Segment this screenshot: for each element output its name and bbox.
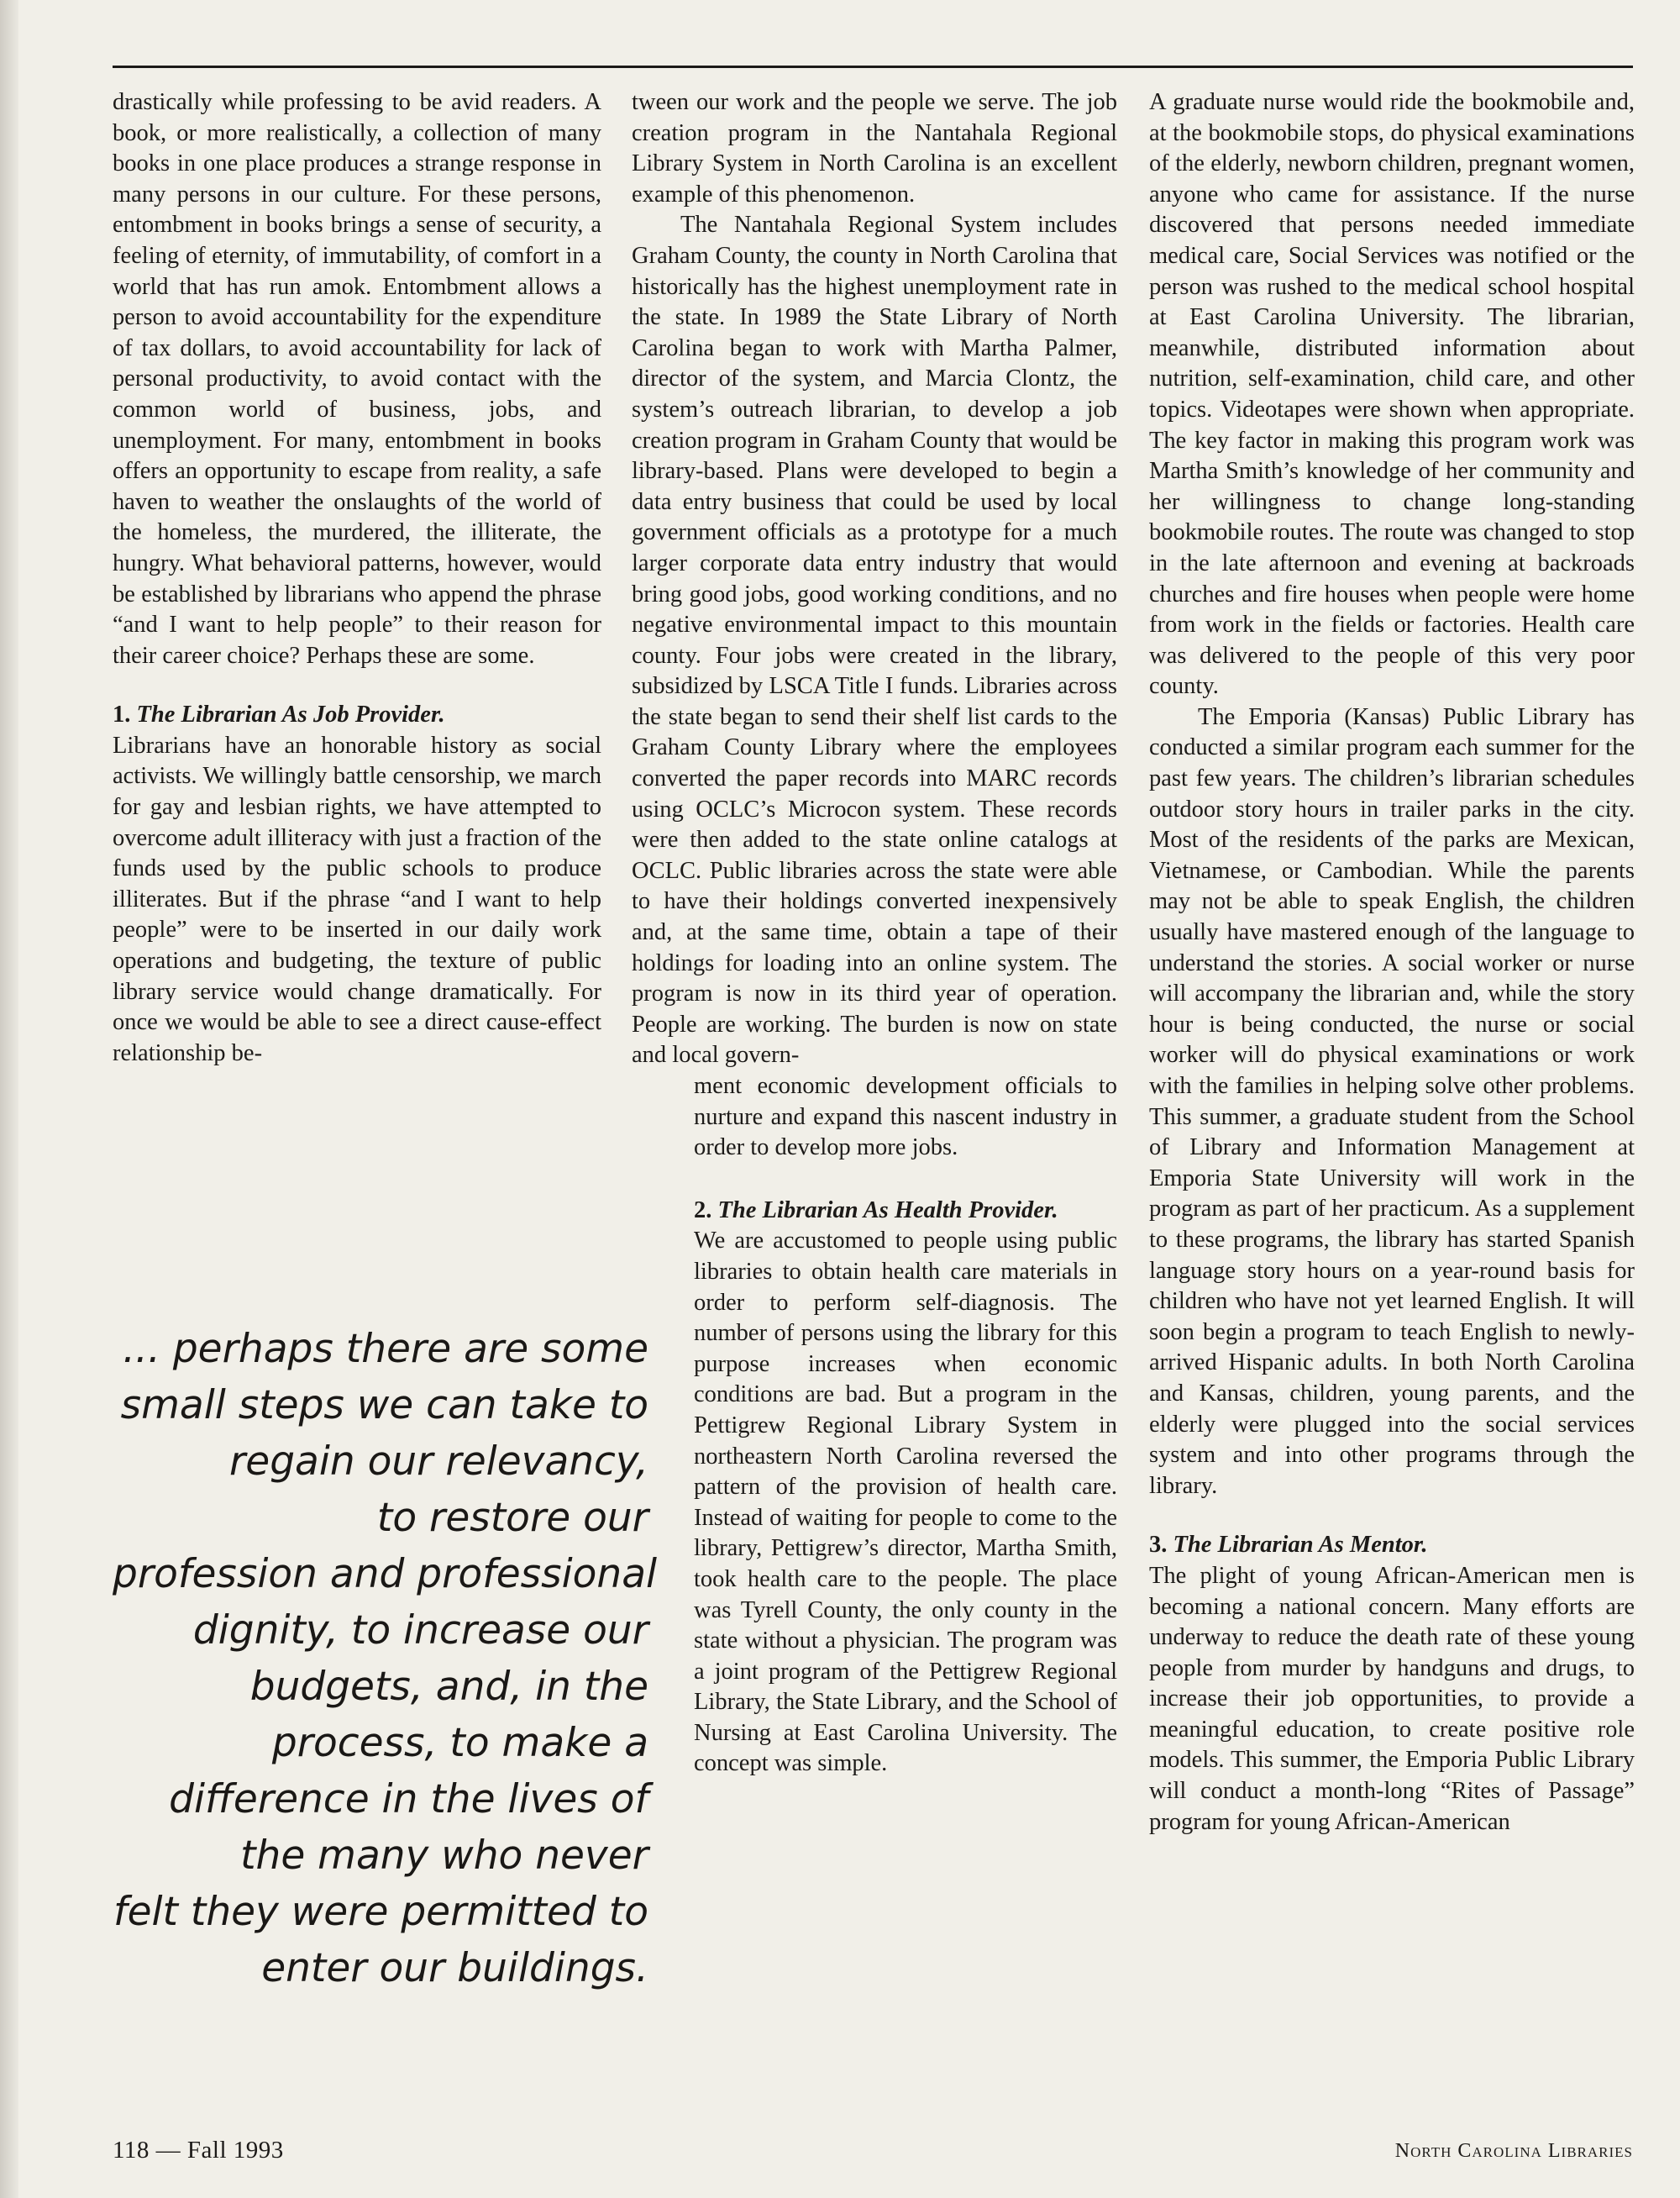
column-3-paragraph-2: The Emporia (Kansas) Public Library has conducted a similar program each summer for the past few years. The children’s librarian schedules outdoor story hours in trailer parks in the city. Most of the residents of the parks are Mexican, Vietnamese, or Cambodian. While the parents may not be able to speak English, the children usually have mastered enough of the language to understand the stories. A social worker or nurse will accompany the librarian and, while the story hour is being conducted, the nurse or social worker will do physical examinations or work with the families in helping solve other problems. This summer, a graduate student from the School of Library and Information Management at Emporia State University will work in the program as part of her practicum. As a supplement to these programs, the library has started Spanish language story hours on a year-round basis for children who have not yet learned English. It will soon begin a program to teach English to newly-arrived Hispanic adults. In both North Carolina and Kansas, children, young parents, and the elderly were plugged into the social services system and into other programs through the library. xyxy=(1149,703,1635,1499)
section-3-heading xyxy=(1149,1530,1635,1561)
pull-quote-line: enter our buildings. xyxy=(261,1945,648,1991)
pull-quote-line: process, to make a xyxy=(271,1720,648,1766)
column-3 xyxy=(1149,87,1635,1838)
section-2-heading xyxy=(694,1196,1117,1227)
section-1-text: Librarians have an honorable history as social activists. We willingly battle censorship, we march for gay and lesbian rights, we have attempted to overcome adult illiteracy with just a fraction of the funds used by the public schools to produce illiterates. But if the phrase “and I want to help people” were to be inserted in our daily work operations and budgeting, the texture of public library service would change dramatically. For once we would be able to see a direct cause-effect relationship be- xyxy=(113,732,601,1066)
top-rule xyxy=(113,66,1633,68)
pull-quote-line: difference in the lives of xyxy=(169,1776,648,1822)
pull-quote-line: regain our relevancy, xyxy=(228,1438,648,1485)
section-1-heading xyxy=(113,700,601,731)
page-footer-publication: North Carolina Libraries xyxy=(1394,2140,1633,2162)
pull-quote xyxy=(113,1321,658,1996)
column-2-paragraph-2: The Nantahala Regional System includes Graham County, the county in North Carolina that historically has the highest unemployment rate in the state. In 1989 the State Library of North Carolina began to work with Martha Palmer, director of the system, and Marcia Clontz, the system’s outreach librarian, to develop a job creation program in Graham County that would be library-based. Plans were developed to begin a data entry business that could be used by local government officials as a prototype for a much larger corporate data entry industry that would bring good jobs, good working conditions, and no negative environmental impact to this mountain county. Four jobs were created in the library, subsidized by LSCA Title I funds. Libraries across the state began to send their shelf list cards to the Graham County Library where the employees converted the paper records into MARC records using OCLC’s Microcon system. These records were then added to the state online catalogs at OCLC. Public libraries across the state were able to have their holdings converted inexpensively and, at the same time, obtain a tape of their holdings for loading into an online system. The program is now in its third year of operation. People are working. The burden is now on state and local govern- xyxy=(632,212,1117,1069)
column-1-paragraph: drastically while professing to be avid readers. A book, or more realistically, a collection of many books in one place produces a strange response in many persons in our culture. For these persons, entombment in books brings a sense of security, a feeling of eternity, of immutability, of comfort in a world that has run amok. Entombment allows a person to avoid accountability for the expenditure of tax dollars, to avoid accountability for lack of personal productivity, to avoid contact with the common world of business, jobs, and unemployment. For many, entombment in books offers an opportunity to escape from reality, a safe haven to weather the onslaughts of the world of the homeless, the murdered, the illiterate, the hungry. What behavioral patterns, however, would be established by librarians who append the phrase “and I want to help people” to their reason for their career choice? Perhaps these are some. xyxy=(113,89,601,669)
pull-quote-line: small steps we can take to xyxy=(120,1382,648,1428)
pull-quote-line: ... perhaps there are some xyxy=(123,1326,648,1372)
pull-quote-line: dignity, to increase our xyxy=(192,1607,648,1654)
section-3-number: 3. xyxy=(1149,1532,1168,1559)
section-3-title: The Librarian As Mentor. xyxy=(1173,1532,1428,1559)
section-1-number: 1. xyxy=(113,702,131,728)
column-3-paragraph-1: A graduate nurse would ride the bookmobile and, at the bookmobile stops, do physical examinations of the elderly, newborn children, pregnant women, anyone who came for assistance. If the nurse discovered that persons needed immediate medical care, Social Services was notified or the person was rushed to the medical school hospital at East Carolina University. The librarian, meanwhile, distributed information about nutrition, self-examination, child care, and other topics. Videotapes were shown when appropriate. The key factor in making this program work was Martha Smith’s knowledge of her community and her willingness to change long-standing bookmobile routes. The route was changed to stop in the late afternoon and evening at backroads churches and fire houses when people were home from work in the fields or factories. Health care was delivered to the people of this very poor county. xyxy=(1149,89,1635,700)
section-3-text: The plight of young African-American men is becoming a national concern. Many efforts are underway to reduce the death rate of these young people from murder by handguns and drugs, to increase their job opportunities, to provide a meaningful education, to create positive role models. This summer, the Emporia Public Library will conduct a month-long “Rites of Passage” program for young African-American xyxy=(1149,1562,1635,1835)
section-1-title: The Librarian As Job Provider. xyxy=(136,702,445,728)
pull-quote-line: to restore our xyxy=(376,1495,648,1541)
pull-quote-line: the many who never xyxy=(240,1833,648,1879)
scan-edge xyxy=(0,0,18,2198)
column-2-paragraph-2-continued: ment economic development officials to nurture and expand this nascent industry in order to develop more jobs. xyxy=(694,1073,1117,1161)
pull-quote-line: budgets, and, in the xyxy=(249,1664,648,1710)
column-2-paragraph-1: tween our work and the people we serve. The job creation program in the Nantahala Regional Library System in North Carolina is an excellent example of this phenomenon. xyxy=(632,89,1117,208)
column-2 xyxy=(632,87,1117,1780)
page-footer-folio: 118 — Fall 1993 xyxy=(113,2137,284,2164)
section-2-title: The Librarian As Health Provider. xyxy=(717,1196,1058,1223)
section-2-text: We are accustomed to people using public libraries to obtain health care materials in order to perform self-diagnosis. The number of persons using the library for this purpose increases when economic conditions are bad. But a program in the Pettigrew Regional Library System in northeastern North Carolina reversed the pattern of the provision of health care. Instead of waiting for people to come to the library, Pettigrew’s director, Martha Smith, took health care to the people. The place was Tyrell County, the only county in the state without a physician. The program was a joint program of the Pettigrew Regional Library, the State Library, and the School of Nursing at East Carolina University. The concept was simple. xyxy=(694,1228,1117,1777)
column-1 xyxy=(113,87,601,1069)
pull-quote-line: profession and professional xyxy=(113,1551,658,1597)
pull-quote-line: felt they were permitted to xyxy=(113,1889,648,1935)
section-2-number: 2. xyxy=(694,1196,712,1223)
section-2 xyxy=(632,1196,1117,1780)
